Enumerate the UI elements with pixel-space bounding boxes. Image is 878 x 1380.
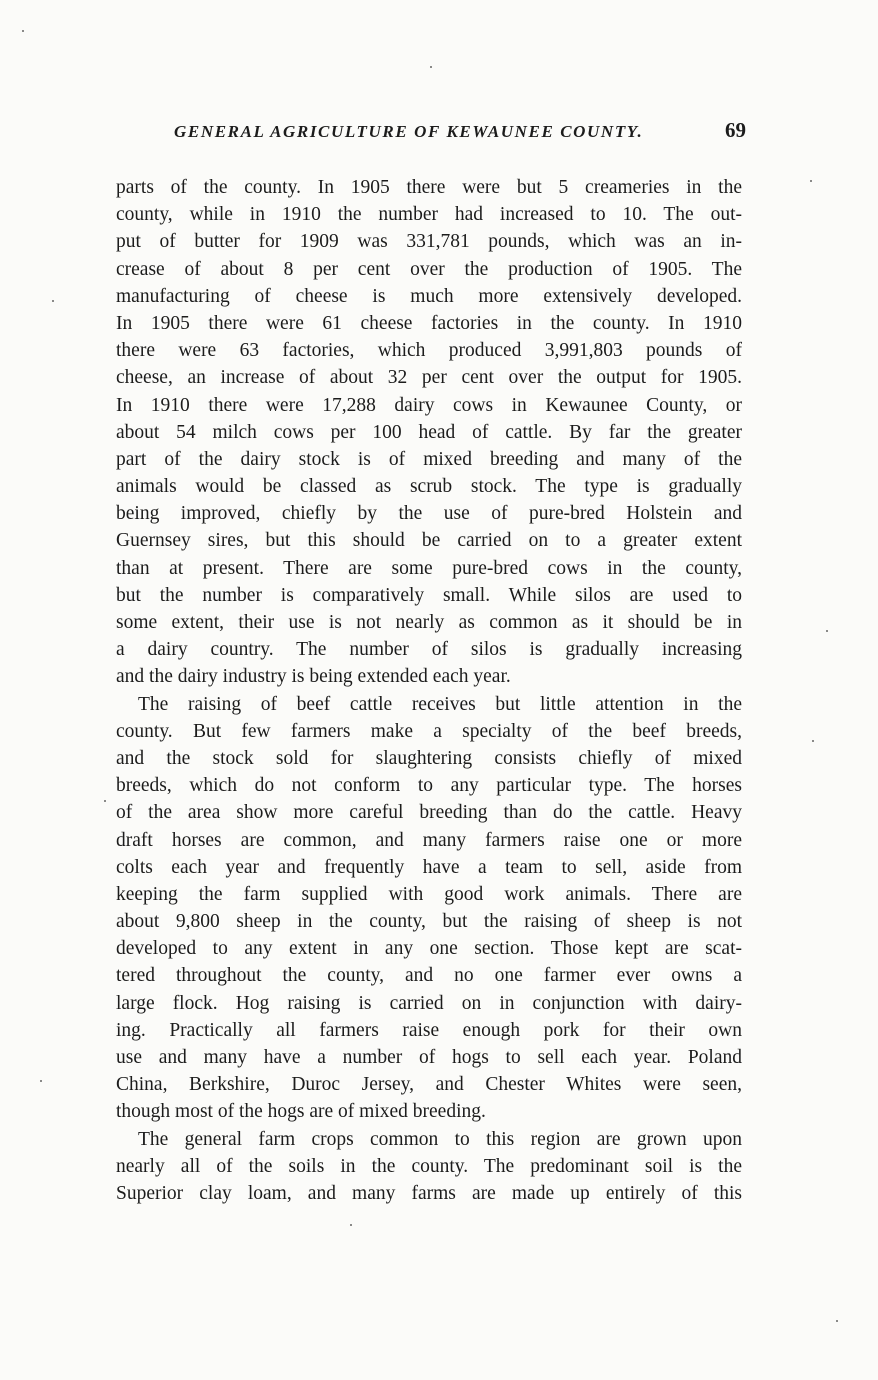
text-line: The raising of beef cattle receives but little attention in the	[138, 693, 742, 715]
text-line: In 1905 there were 61 cheese factories in the county. In 1910	[116, 312, 742, 334]
text-line: but the number is comparatively small. While silos are used to	[116, 584, 742, 606]
text-line: Guernsey sires, but this should be carried on to a greater extent	[116, 530, 742, 552]
scan-speck	[810, 180, 812, 182]
page-header	[116, 118, 746, 150]
text-line: In 1910 there were 17,288 dairy cows in Kewaunee County, or	[116, 394, 742, 416]
text-line: a dairy country. The number of silos is gradually increasing	[116, 639, 742, 661]
text-line: breeds, which do not conform to any particular type. The horses	[116, 775, 742, 797]
text-line: county, while in 1910 the number had increased to 10. The out-	[116, 204, 742, 226]
scan-speck	[430, 66, 432, 68]
text-line: tered throughout the county, and no one farmer ever owns a	[116, 965, 742, 987]
text-line: though most of the hogs are of mixed breeding.	[116, 1101, 486, 1123]
scan-speck	[22, 30, 24, 32]
scan-speck	[350, 1224, 352, 1226]
text-line: and the stock sold for slaughtering consists chiefly of mixed	[116, 747, 742, 769]
text-line: colts each year and frequently have a team to sell, aside from	[116, 856, 742, 878]
text-line: some extent, their use is not nearly as common as it should be in	[116, 612, 742, 633]
text-line: nearly all of the soils in the county. The predominant soil is the	[116, 1155, 742, 1177]
scan-speck	[826, 630, 828, 632]
text-line: of the area show more careful breeding than do the cattle. Heavy	[116, 802, 742, 824]
text-line: and the dairy industry is being extended each year.	[116, 666, 511, 688]
text-line: China, Berkshire, Duroc Jersey, and Chester Whites were seen,	[116, 1074, 742, 1096]
text-line: ing. Practically all farmers raise enough pork for their own	[116, 1019, 742, 1041]
text-line: being improved, chiefly by the use of pure-bred Holstein and	[116, 503, 742, 525]
text-line: developed to any extent in any one section. Those kept are scat-	[116, 938, 742, 960]
scan-speck	[836, 1320, 838, 1322]
text-line: about 9,800 sheep in the county, but the raising of sheep is not	[116, 911, 742, 933]
text-line: Superior clay loam, and many farms are made up entirely of this	[116, 1182, 742, 1204]
text-line: crease of about 8 per cent over the production of 1905. The	[116, 258, 742, 280]
text-line: part of the dairy stock is of mixed breeding and many of the	[116, 448, 742, 470]
scan-speck	[812, 740, 814, 742]
text-line: use and many have a number of hogs to sell each year. Poland	[116, 1047, 742, 1068]
text-line: large flock. Hog raising is carried on in conjunction with dairy-	[116, 992, 742, 1014]
text-line: than at present. There are some pure-bred cows in the county,	[116, 557, 742, 579]
text-line: county. But few farmers make a specialty of the beef breeds,	[116, 720, 742, 742]
text-line: draft horses are common, and many farmers raise one or more	[116, 829, 742, 851]
text-line: cheese, an increase of about 32 per cent over the output for 1905.	[116, 367, 742, 389]
running-head: GENERAL AGRICULTURE OF KEWAUNEE COUNTY.	[174, 122, 644, 141]
text-line: manufacturing of cheese is much more extensively developed.	[116, 285, 742, 307]
scan-speck	[40, 1080, 42, 1082]
body-text	[116, 174, 742, 1207]
text-line: keeping the farm supplied with good work animals. There are	[116, 883, 742, 905]
page-number: 69	[725, 118, 746, 142]
scan-speck	[52, 300, 54, 302]
text-line: about 54 milch cows per 100 head of cattle. By far the greater	[116, 421, 742, 443]
text-line: there were 63 factories, which produced 3,991,803 pounds of	[116, 340, 742, 362]
text-line: parts of the county. In 1905 there were but 5 creameries in the	[116, 177, 742, 198]
text-line: animals would be classed as scrub stock. The type is gradually	[116, 476, 742, 498]
scan-speck	[104, 800, 106, 802]
text-line: The general farm crops common to this region are grown upon	[138, 1128, 742, 1150]
text-line: put of butter for 1909 was 331,781 pounds, which was an in-	[116, 231, 742, 253]
